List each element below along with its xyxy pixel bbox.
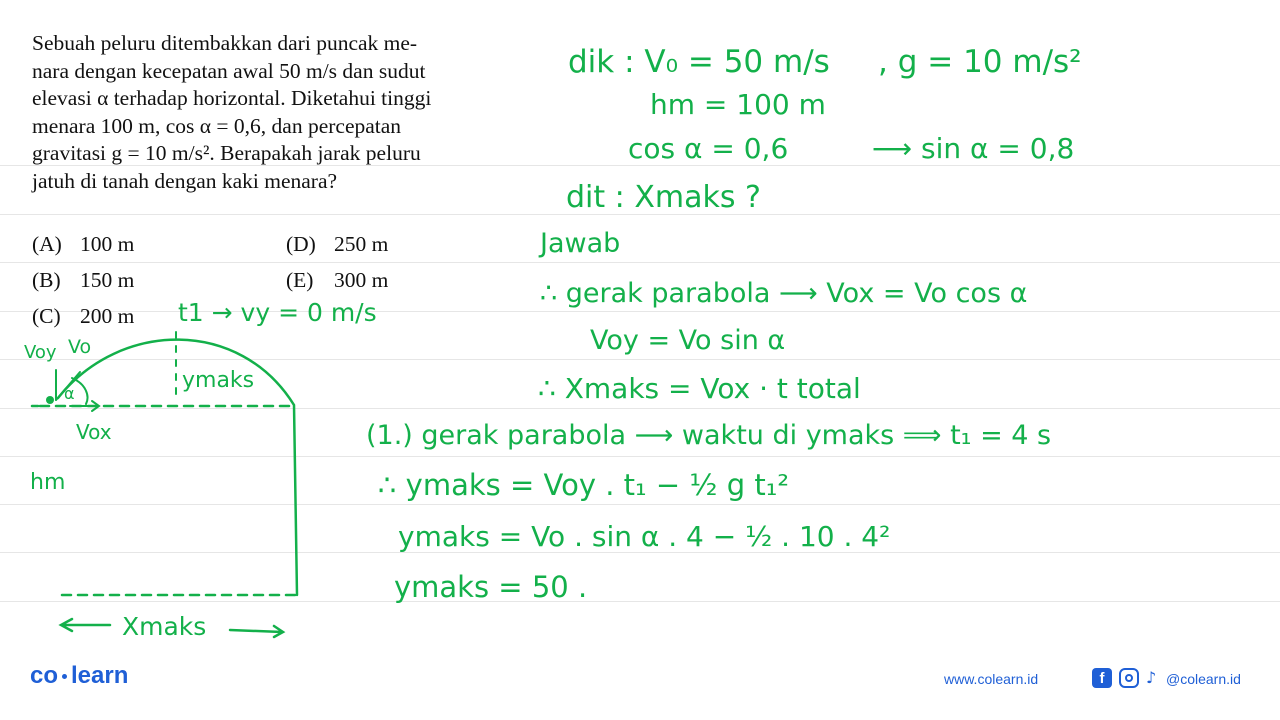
question-line: nara dengan kecepatan awal 50 m/s dan sudut	[32, 58, 426, 83]
option-key: (A)	[32, 232, 62, 256]
diagram-ymaks-label: ymaks	[182, 368, 255, 393]
option-key: (D)	[286, 232, 316, 256]
diagram-vox-label: Vox	[76, 420, 112, 444]
diagram-xmaks-label: Xmaks	[122, 612, 207, 641]
answer-label: Jawab	[540, 228, 621, 259]
option-value: 150 m	[80, 268, 135, 292]
ymaks-substitution: ymaks = Vo . sin α . 4 − ½ . 10 . 4²	[398, 520, 891, 553]
given-h: hm = 100 m	[650, 88, 826, 121]
given-v0: dik : V₀ = 50 m/s	[568, 44, 830, 80]
ymaks-formula: ∴ ymaks = Voy . t₁ − ½ g t₁²	[378, 468, 789, 502]
website-link[interactable]: www.colearn.id	[944, 671, 1039, 687]
given-sin: ⟶ sin α = 0,8	[872, 132, 1075, 165]
given-g: , g = 10 m/s²	[878, 44, 1082, 80]
question-line: menara 100 m, cos α = 0,6, dan percepatan	[32, 113, 402, 138]
step-xmaks: ∴ Xmaks = Vox · t total	[538, 372, 861, 405]
launch-point	[46, 396, 54, 404]
question-line: gravitasi g = 10 m/s². Berapakah jarak peluru	[32, 141, 421, 165]
facebook-icon[interactable]: f	[1092, 668, 1112, 688]
option-key: (E)	[286, 268, 314, 292]
colearn-logo[interactable]	[30, 662, 128, 690]
option-value: 250 m	[334, 232, 389, 256]
option-key: (B)	[32, 268, 61, 292]
diagram-voy-label: Voy	[24, 342, 57, 363]
logo-part: learn	[71, 662, 129, 689]
logo-dot	[62, 674, 67, 679]
step-parabola: ∴ gerak parabola ⟶ Vox = Vo cos α	[540, 278, 1028, 309]
question-line: jatuh di tanah dengan kaki menara?	[32, 168, 338, 193]
xmaks-left-arrow	[61, 619, 110, 631]
option-value: 300 m	[334, 268, 389, 292]
option-key: (C)	[32, 304, 61, 328]
option-value: 200 m	[80, 304, 135, 328]
step-1: (1.) gerak parabola ⟶ waktu di ymaks ⟹ t₁ = 4 s	[366, 420, 1052, 451]
tiktok-icon[interactable]: ♪	[1146, 668, 1157, 687]
ymaks-result: ymaks = 50 .	[394, 570, 588, 604]
diagram-hm-label: hm	[30, 470, 66, 495]
step-voy: Voy = Vo sin α	[590, 325, 786, 356]
diagram-vo-label: Vo	[68, 336, 92, 358]
social-handle[interactable]: @colearn.id	[1166, 671, 1241, 687]
asked: dit : Xmaks ?	[566, 180, 761, 215]
diagram-t1-note: t1 → vy = 0 m/s	[178, 298, 377, 327]
given-cos: cos α = 0,6	[628, 132, 789, 165]
diagram-alpha-label: α	[64, 384, 75, 403]
trajectory-arc	[58, 340, 297, 595]
option-value: 100 m	[80, 232, 135, 256]
xmaks-right-arrow	[230, 626, 283, 637]
question-line: elevasi α terhadap horizontal. Diketahui tinggi	[32, 86, 432, 110]
question-line: Sebuah peluru ditembakkan dari puncak me-	[32, 31, 418, 55]
instagram-icon[interactable]	[1119, 668, 1139, 688]
logo-part: co	[30, 662, 59, 689]
